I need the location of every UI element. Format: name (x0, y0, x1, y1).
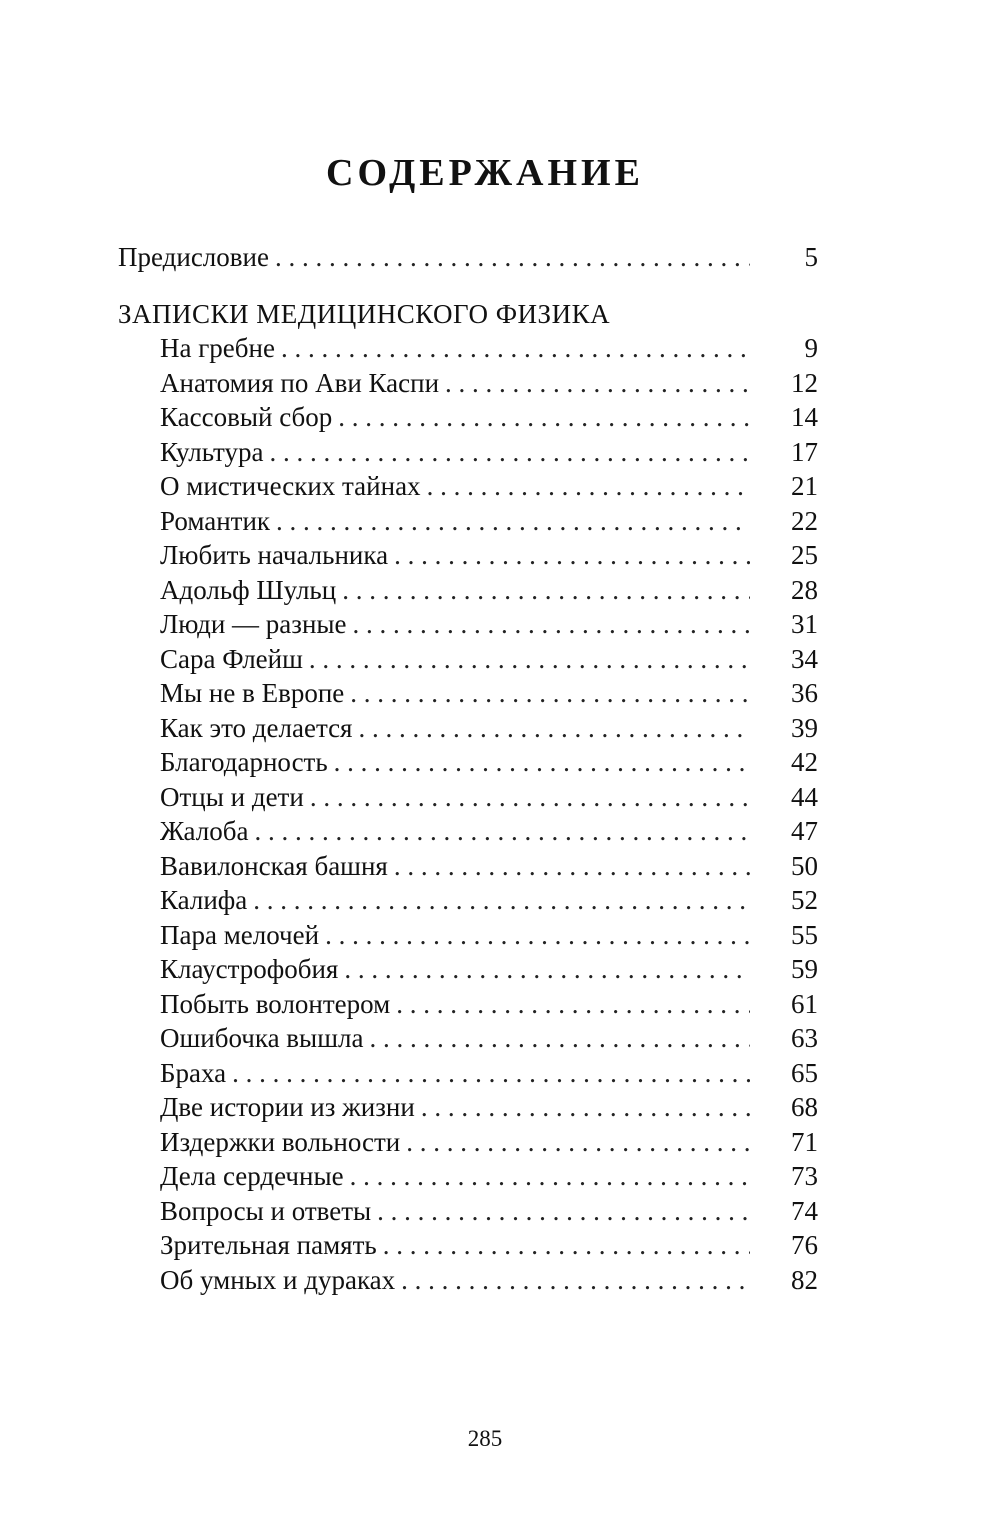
dot-leader (445, 366, 750, 400)
dot-leader (358, 711, 750, 745)
toc-entry-label: Вавилонская башня (160, 850, 388, 881)
toc-entry[interactable] (118, 987, 818, 1022)
toc-entry[interactable] (118, 849, 818, 884)
toc-entry[interactable] (118, 745, 818, 780)
toc-entry-label: Сара Флейш (160, 643, 303, 674)
toc-entry-label: Предисловие (118, 242, 269, 272)
section-heading: ЗАПИСКИ МЕДИЦИНСКОГО ФИЗИКА (118, 298, 611, 329)
page-title: СОДЕРЖАНИЕ (326, 152, 644, 195)
toc-entry-page: 39 (791, 712, 818, 743)
dot-leader (275, 240, 750, 274)
toc-entry[interactable] (118, 1090, 818, 1125)
toc-entry-label: Благодарность (160, 747, 328, 777)
toc-entry-label: Анатомия по Ави Каспи (160, 367, 440, 398)
toc-entry-page: 17 (791, 436, 818, 467)
toc-entry-page: 68 (791, 1092, 818, 1122)
table-of-contents (118, 240, 818, 1297)
toc-entry-page: 36 (791, 678, 818, 708)
dot-leader (232, 1056, 750, 1090)
toc-entry-label: Как это делается (160, 712, 353, 743)
toc-entry[interactable] (118, 676, 818, 711)
dot-leader (344, 952, 750, 986)
page-number: 285 (467, 1426, 503, 1451)
toc-entry[interactable] (118, 504, 818, 539)
toc-entry-label: Пара мелочей (160, 919, 320, 950)
toc-entry-label: Отцы и дети (160, 781, 304, 812)
toc-entry-page: 22 (791, 505, 818, 536)
toc-entry[interactable] (118, 538, 818, 573)
toc-entry[interactable] (118, 952, 818, 987)
toc-entry[interactable] (118, 780, 818, 815)
toc-entry[interactable] (118, 1228, 818, 1263)
toc-entry[interactable] (118, 469, 818, 504)
toc-entry[interactable] (118, 366, 818, 401)
toc-entry[interactable] (118, 607, 818, 642)
toc-entry-page: 74 (791, 1195, 818, 1226)
dot-leader (421, 1090, 750, 1124)
dot-leader (394, 538, 750, 572)
dot-leader (401, 1263, 750, 1297)
toc-entry-page: 82 (791, 1264, 818, 1295)
dot-leader (369, 1021, 750, 1055)
toc-entry-page: 14 (791, 402, 818, 432)
dot-leader (396, 987, 750, 1021)
toc-entry-label: Любить начальника (160, 540, 389, 570)
toc-entry-page: 52 (791, 885, 818, 915)
toc-entry-page: 76 (791, 1230, 818, 1260)
toc-entry-page: 50 (791, 850, 818, 881)
toc-entry-page: 28 (791, 574, 818, 605)
toc-entry[interactable] (118, 1021, 818, 1056)
dot-leader (334, 745, 750, 779)
dot-leader (325, 918, 750, 952)
toc-entry-label: Кассовый сбор (160, 402, 333, 432)
toc-entry-page: 63 (791, 1023, 818, 1053)
toc-entry-page: 5 (804, 242, 818, 272)
toc-entry[interactable] (118, 1125, 818, 1160)
toc-entry-page: 71 (791, 1126, 818, 1157)
toc-entry-page: 21 (791, 471, 818, 501)
dot-leader (406, 1125, 750, 1159)
toc-entry-page: 55 (791, 919, 818, 950)
toc-entry-label: Жалоба (160, 816, 249, 846)
toc-entry-preface[interactable] (118, 240, 818, 275)
toc-entry[interactable] (118, 435, 818, 470)
toc-entry[interactable] (118, 1056, 818, 1091)
toc-entry-page: 59 (791, 954, 818, 984)
toc-entry[interactable] (118, 1194, 818, 1229)
dot-leader (350, 1159, 750, 1193)
dot-leader (377, 1194, 750, 1228)
toc-entry-page: 25 (791, 540, 818, 570)
dot-leader (353, 607, 750, 641)
dot-leader (310, 780, 750, 814)
toc-entry[interactable] (118, 883, 818, 918)
toc-entry-page: 42 (791, 747, 818, 777)
dot-leader (281, 331, 750, 365)
dot-leader (253, 883, 750, 917)
dot-leader (427, 469, 750, 503)
toc-entry-page: 73 (791, 1161, 818, 1191)
toc-entry[interactable] (118, 711, 818, 746)
toc-entry-list (118, 331, 818, 1297)
toc-entry[interactable] (118, 642, 818, 677)
toc-entry-label: О мистических тайнах (160, 471, 421, 501)
toc-entry-page: 47 (791, 816, 818, 846)
toc-entry-page: 12 (791, 367, 818, 398)
toc-entry-label: Романтик (160, 505, 271, 536)
toc-entry-page: 65 (791, 1057, 818, 1088)
toc-entry[interactable] (118, 400, 818, 435)
toc-entry[interactable] (118, 918, 818, 953)
dot-leader (254, 814, 750, 848)
toc-entry-label: Культура (160, 436, 264, 467)
dot-leader (394, 849, 750, 883)
toc-entry-page: 9 (804, 333, 818, 363)
toc-entry-label: Клаустрофобия (160, 954, 339, 984)
toc-entry[interactable] (118, 1159, 818, 1194)
toc-entry-label: Зрительная память (160, 1230, 377, 1260)
toc-entry-page: 34 (791, 643, 818, 674)
toc-entry-label: Мы не в Европе (160, 678, 345, 708)
toc-entry-label: Вопросы и ответы (160, 1195, 372, 1226)
toc-entry-label: Об умных и дураках (160, 1264, 396, 1295)
toc-entry-label: Ошибочка вышла (160, 1023, 364, 1053)
dot-leader (309, 642, 750, 676)
toc-entry-page: 61 (791, 988, 818, 1019)
dot-leader (342, 573, 750, 607)
toc-entry[interactable] (118, 573, 818, 608)
toc-entry-page: 31 (791, 609, 818, 639)
toc-entry-page: 44 (791, 781, 818, 812)
dot-leader (338, 400, 750, 434)
toc-entry-label: Люди — разные (160, 609, 347, 639)
dot-leader (350, 676, 750, 710)
toc-entry-label: На гребне (160, 333, 275, 363)
toc-entry-label: Дела сердечные (160, 1161, 344, 1191)
toc-entry-label: Браха (160, 1057, 227, 1088)
toc-entry[interactable] (118, 1263, 818, 1298)
toc-entry-label: Побыть волонтером (160, 988, 391, 1019)
toc-entry-label: Две истории из жизни (160, 1092, 415, 1122)
toc-entry-label: Калифа (160, 885, 248, 915)
toc-entry[interactable] (118, 331, 818, 366)
dot-leader (276, 504, 750, 538)
dot-leader (269, 435, 750, 469)
dot-leader (383, 1228, 750, 1262)
toc-entry-label: Адольф Шульц (160, 574, 337, 605)
toc-entry[interactable] (118, 814, 818, 849)
toc-entry-label: Издержки вольности (160, 1126, 401, 1157)
